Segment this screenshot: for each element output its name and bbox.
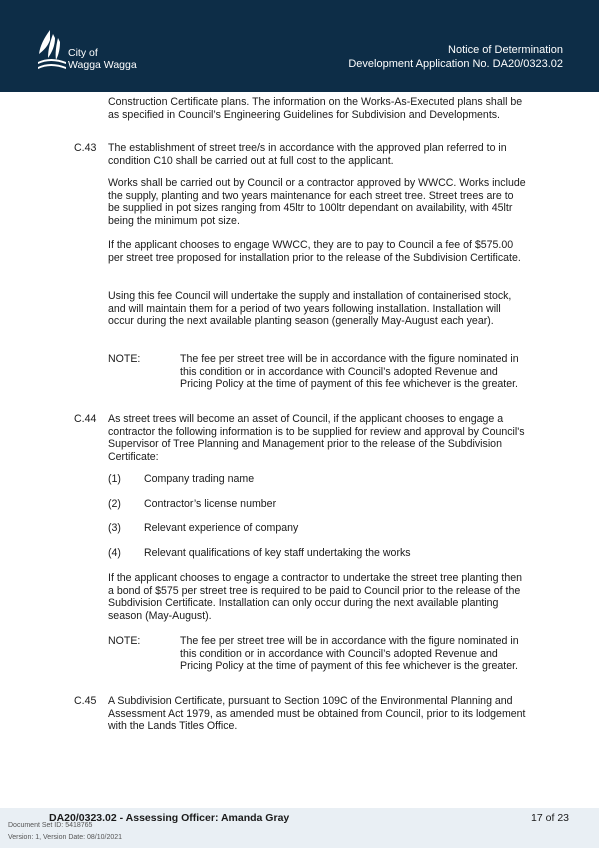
list-item: Company trading name xyxy=(144,473,255,485)
header-title xyxy=(348,43,563,71)
condition-paragraph: Using this fee Council will undertake the supply and installation of containerised stock, and will maintain them for a period of two years following installation. Installation will occur during the next available planting season (generally May-August each year). xyxy=(108,290,512,328)
condition-paragraph: The establishment of street tree/s in accordance with the approved plan referred to in condition C10 shall be carried out at full cost to the applicant. xyxy=(108,142,507,167)
note-text: The fee per street tree will be in accordance with the figure nominated in this condition or in accordance with Council’s adopted Revenue and Pricing Policy at the time of payment of this fee whichever is the greater. xyxy=(180,635,519,673)
city-logo-icon xyxy=(36,28,68,72)
logo-line-2: Wagga Wagga xyxy=(68,59,137,71)
note-text: The fee per street tree will be in accordance with the figure nominated in this condition or in accordance with Council’s adopted Revenue and Pricing Policy at the time of payment of this fee whichever is the greater. xyxy=(180,353,519,391)
condition-number: C.45 xyxy=(74,695,97,707)
page-header xyxy=(0,0,599,92)
logo-text xyxy=(68,47,137,71)
condition-paragraph: Works shall be carried out by Council or a contractor approved by WWCC. Works include the supply, planting and two years maintenance for each street tree. Street trees are to be supplied in pot sizes ranging from 45ltr to 100ltr dependant on availability, with 45ltr being the minimum pot size. xyxy=(108,177,526,227)
document-set-id: Document Set ID: 5418765 xyxy=(8,822,93,829)
condition-number: C.44 xyxy=(74,413,97,425)
header-title-line-1: Notice of Determination xyxy=(448,44,563,56)
condition-paragraph: A Subdivision Certificate, pursuant to Section 109C of the Environmental Planning and Assessment Act 1979, as amended must be obtained from Council, prior to its lodgement with the Lands Titles Office. xyxy=(108,695,526,733)
list-item: Relevant experience of company xyxy=(144,522,299,534)
list-item: Contractor’s license number xyxy=(144,498,277,510)
condition-paragraph: If the applicant chooses to engage a contractor to undertake the street tree planting then a bond of $575 per street tree is required to be paid to Council prior to the release of the Subdivision Certificate. Installation can only occur during the next available planting season (May-August). xyxy=(108,572,523,622)
page-number: 17 of 23 xyxy=(531,812,569,824)
condition-paragraph: As street trees will become an asset of Council, if the applicant chooses to engage a contractor the following information is to be supplied for review and approval by Council's Supervisor of Tree Planning and Management prior to the release of the Subdivision Certificate: xyxy=(108,413,525,463)
condition-number: C.43 xyxy=(74,142,97,154)
list-item-number: (3) xyxy=(108,522,121,534)
note-label: NOTE: xyxy=(108,635,141,647)
list-item-number: (2) xyxy=(108,498,121,510)
intro-paragraph: Construction Certificate plans. The information on the Works-As-Executed plans shall be as specified in Council’s Engineering Guidelines for Subdivision and Developments. xyxy=(108,96,523,121)
list-item-number: (1) xyxy=(108,473,121,485)
condition-paragraph: If the applicant chooses to engage WWCC, they are to pay to Council a fee of $575.00 per street tree proposed for installation prior to the release of the Subdivision Certificate. xyxy=(108,239,521,264)
note-label: NOTE: xyxy=(108,353,141,365)
list-item: Relevant qualifications of key staff undertaking the works xyxy=(144,547,411,559)
footer-title: DA20/0323.02 - Assessing Officer: Amanda Gray xyxy=(49,812,290,824)
logo-line-1: City of xyxy=(68,47,98,59)
version-info: Version: 1, Version Date: 08/10/2021 xyxy=(8,834,123,841)
header-title-line-2: Development Application No. DA20/0323.02 xyxy=(348,58,563,70)
list-item-number: (4) xyxy=(108,547,121,559)
